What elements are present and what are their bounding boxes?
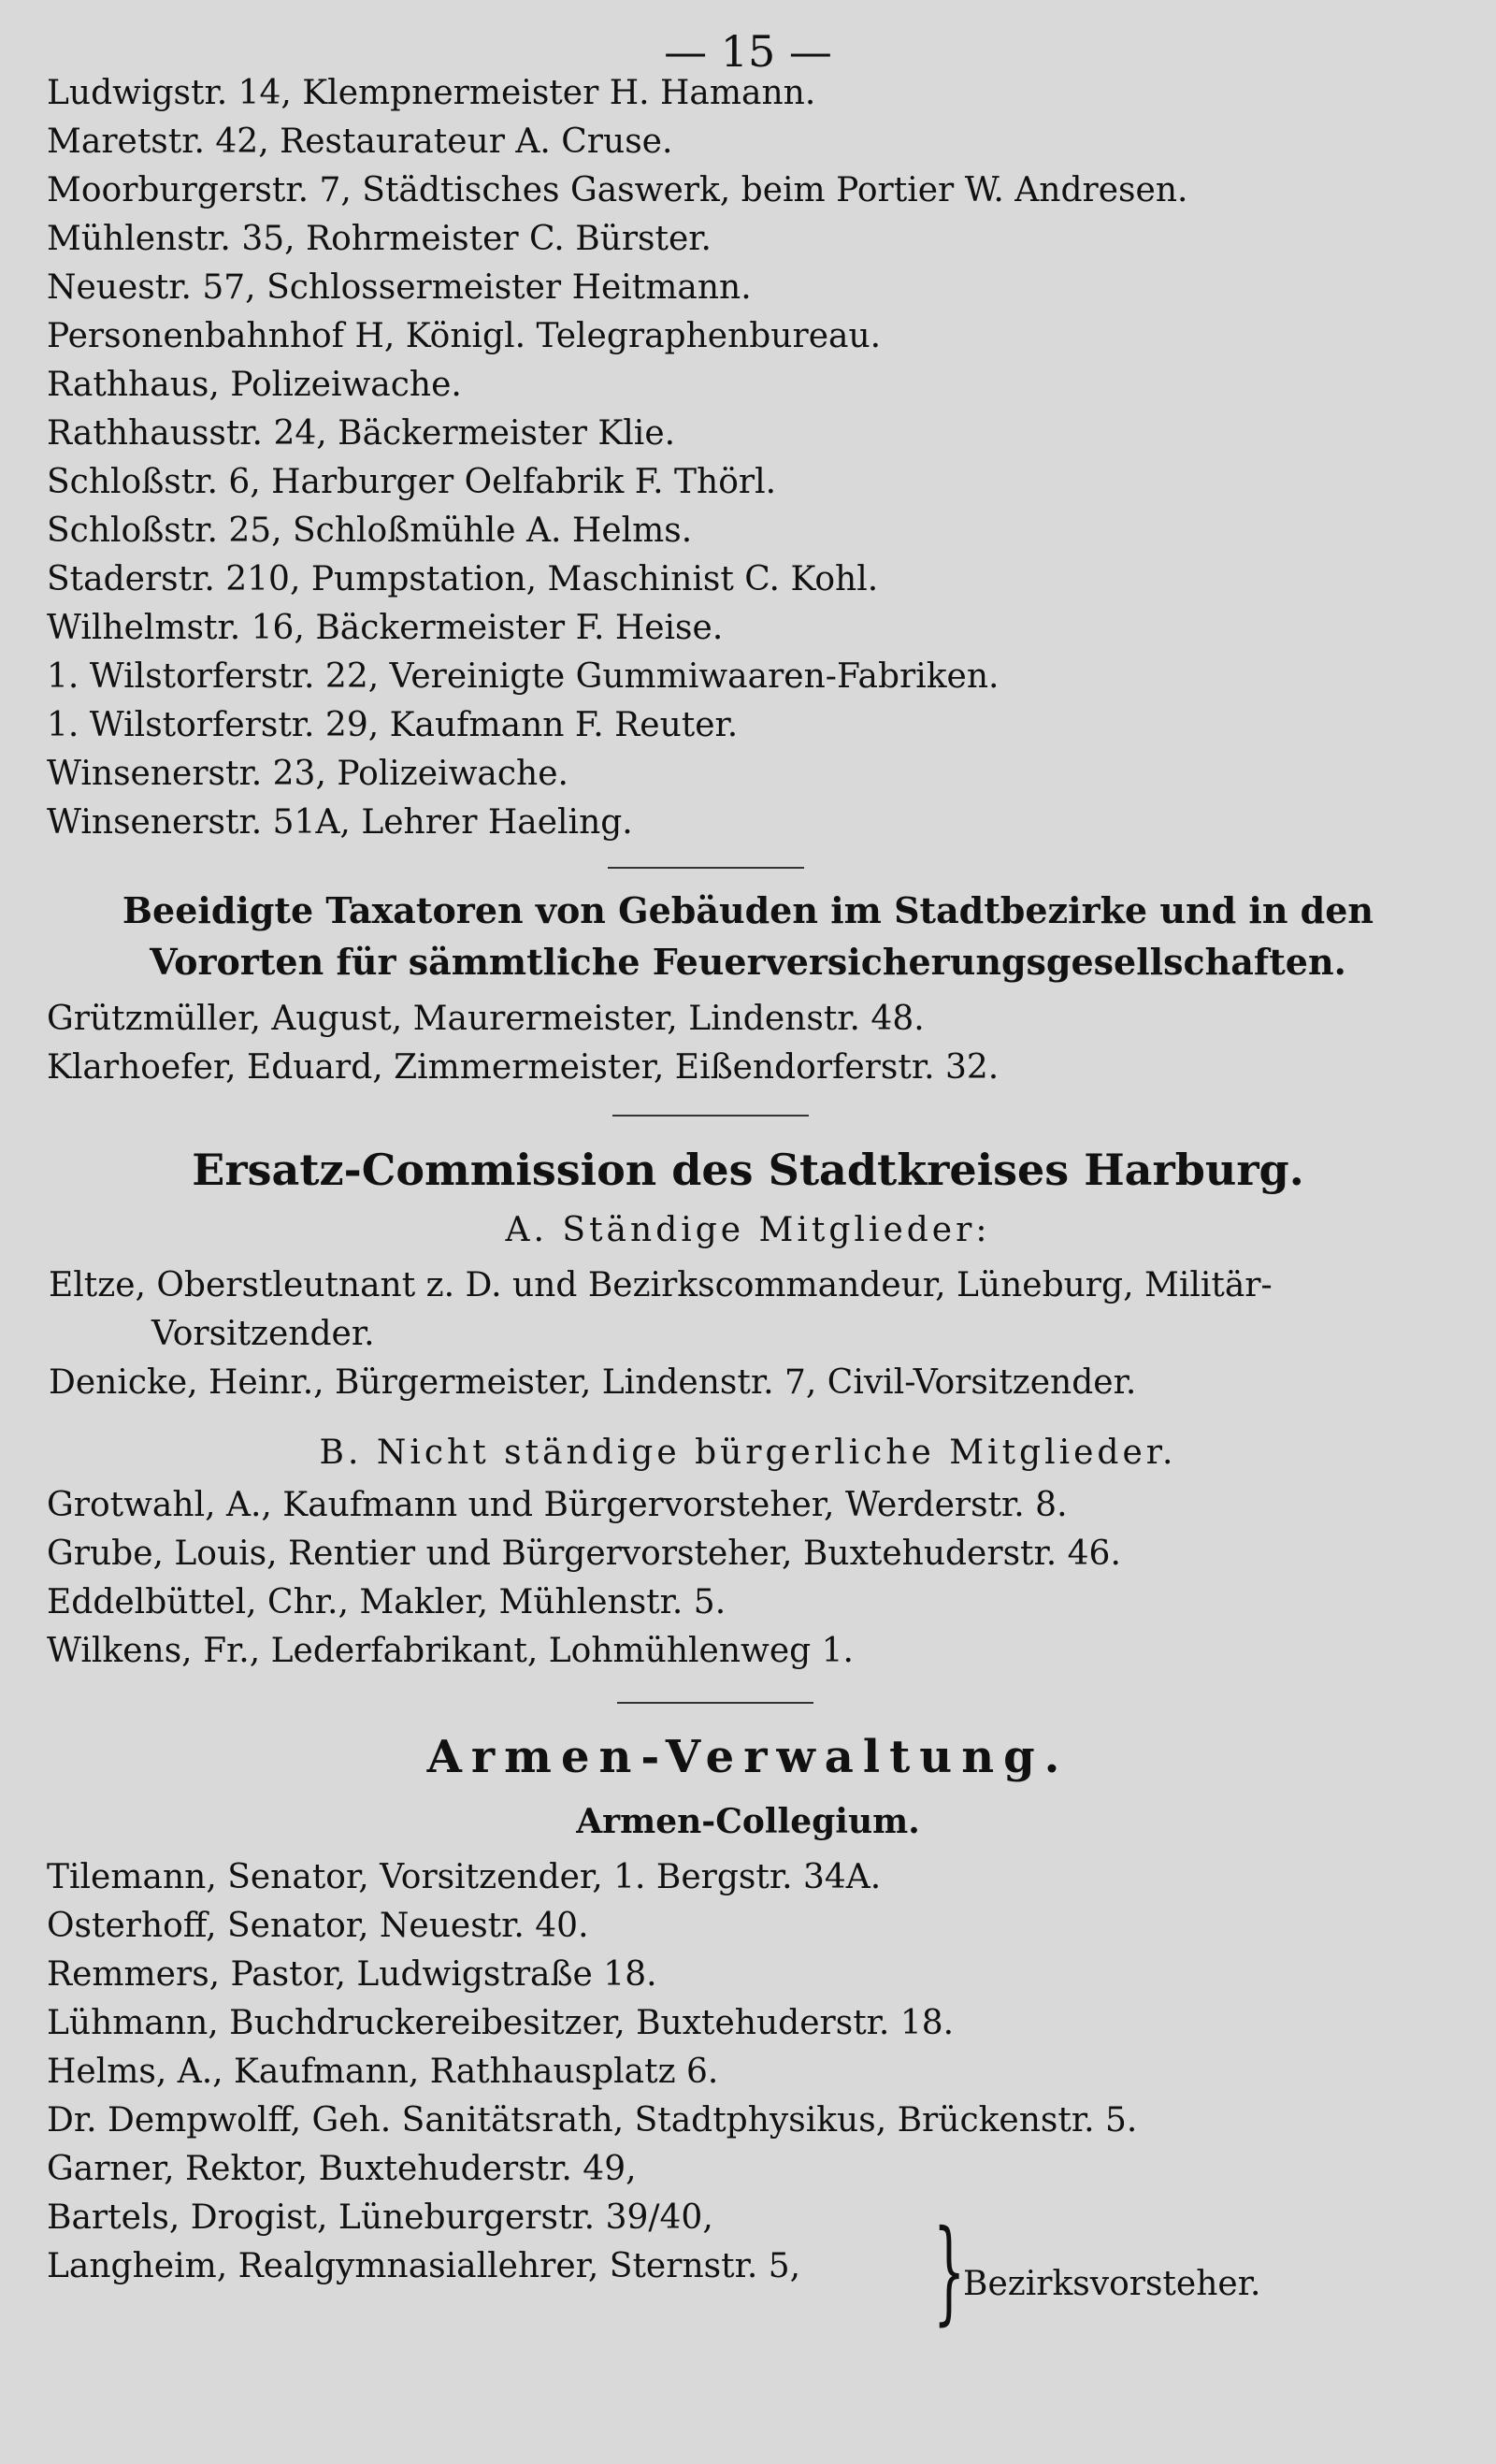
list-item: Wilkens, Fr., Lederfabrikant, Lohmühlenweg 1. [47, 1632, 854, 1670]
divider [608, 867, 804, 869]
list-item: Staderstr. 210, Pumpstation, Maschinist C. Kohl. [47, 560, 879, 598]
list-item: Personenbahnhof H, Königl. Telegraphenbureau. [47, 317, 882, 355]
divider [612, 1115, 809, 1117]
page-number: — 15 — [664, 26, 832, 77]
list-item: Bartels, Drogist, Lüneburgerstr. 39/40, [47, 2198, 713, 2237]
section-heading-ersatz: Ersatz-Commission des Stadtkreises Harburg. [192, 1145, 1304, 1195]
list-item: Helms, A., Kaufmann, Rathhausplatz 6. [47, 2053, 719, 2091]
list-item: Schloßstr. 6, Harburger Oelfabrik F. Thörl. [47, 463, 777, 501]
list-item: Lühmann, Buchdruckereibesitzer, Buxtehuderstr. 18. [47, 2004, 955, 2042]
subheading-standing-members: A. Ständige Mitglieder: [505, 1211, 991, 1249]
list-item: Grotwahl, A., Kaufmann und Bürgervorsteher, Werderstr. 8. [47, 1486, 1068, 1524]
list-item: Moorburgerstr. 7, Städtisches Gaswerk, beim Portier W. Andresen. [47, 171, 1188, 209]
list-item: Rathhausstr. 24, Bäckermeister Klie. [47, 414, 676, 453]
list-item-continuation: Vorsitzender. [151, 1315, 375, 1353]
section-heading-taxatoren-cont: Vororten für sämmtliche Feuerversicherungsgesellschaften. [150, 941, 1346, 983]
list-item: Mühlenstr. 35, Rohrmeister C. Bürster. [47, 220, 712, 258]
list-item: Remmers, Pastor, Ludwigstraße 18. [47, 1955, 657, 1994]
list-item: Garner, Rektor, Buxtehuderstr. 49, [47, 2150, 637, 2188]
list-item: Winsenerstr. 23, Polizeiwache. [47, 755, 568, 793]
bracket-label: Bezirksvorsteher. [963, 2265, 1261, 2303]
list-item: Langheim, Realgymnasiallehrer, Sternstr. 5, [47, 2247, 801, 2285]
list-item: Klarhoefer, Eduard, Zimmermeister, Eißendorferstr. 32. [47, 1048, 1000, 1087]
list-item: 1. Wilstorferstr. 29, Kaufmann F. Reuter. [47, 706, 739, 744]
list-item: Eltze, Oberstleutnant z. D. und Bezirkscommandeur, Lüneburg, Militär- [49, 1266, 1273, 1304]
subheading-armen-collegium: Armen-Collegium. [576, 1802, 920, 1841]
list-item: Rathhaus, Polizeiwache. [47, 366, 462, 404]
list-item: Eddelbüttel, Chr., Makler, Mühlenstr. 5. [47, 1583, 726, 1621]
list-item: Winsenerstr. 51A, Lehrer Haeling. [47, 803, 633, 842]
subheading-non-standing-members: B. Nicht ständige bürgerliche Mitglieder. [319, 1434, 1177, 1472]
section-heading-taxatoren: Beeidigte Taxatoren von Gebäuden im Stadtbezirke und in den [122, 889, 1374, 931]
list-item: Osterhoff, Senator, Neuestr. 40. [47, 1907, 589, 1945]
list-item: Grützmüller, August, Maurermeister, Lindenstr. 48. [47, 1000, 925, 1038]
list-item: Neuestr. 57, Schlossermeister Heitmann. [47, 268, 752, 307]
list-item: Denicke, Heinr., Bürgermeister, Lindenstr. 7, Civil-Vorsitzender. [49, 1363, 1137, 1402]
section-heading-armen: Armen-Verwaltung. [426, 1731, 1070, 1783]
list-item: Ludwigstr. 14, Klempnermeister H. Hamann. [47, 74, 816, 112]
list-item: Dr. Dempwolff, Geh. Sanitätsrath, Stadtphysikus, Brückenstr. 5. [47, 2101, 1138, 2140]
divider [617, 1702, 813, 1704]
list-item: Schloßstr. 25, Schloßmühle A. Helms. [47, 512, 693, 550]
list-item: Grube, Louis, Rentier und Bürgervorsteher, Buxtehuderstr. 46. [47, 1535, 1121, 1573]
brace-icon: } [933, 2207, 966, 2337]
list-item: 1. Wilstorferstr. 22, Vereinigte Gummiwaaren-Fabriken. [47, 657, 1000, 696]
list-item: Wilhelmstr. 16, Bäckermeister F. Heise. [47, 609, 724, 647]
list-item: Maretstr. 42, Restaurateur A. Cruse. [47, 122, 673, 161]
list-item: Tilemann, Senator, Vorsitzender, 1. Bergstr. 34A. [47, 1858, 882, 1896]
